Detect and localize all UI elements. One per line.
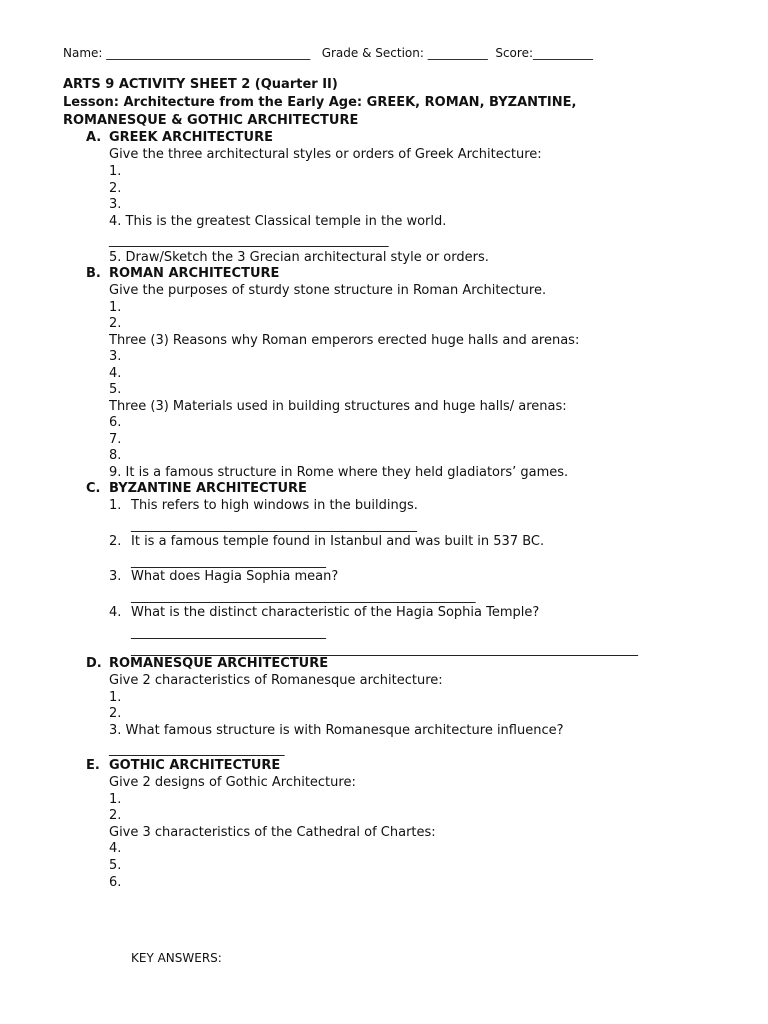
- section-c-question: This refers to high windows in the buildings.: [131, 498, 418, 513]
- section-d-title: ROMANESQUE ARCHITECTURE: [109, 656, 329, 671]
- section-a-question: 4. This is the greatest Classical temple in the world.: [109, 214, 447, 229]
- section-a-item: 2.: [109, 181, 122, 196]
- section-b-instruction: Give the purposes of sturdy stone structure in Roman Architecture.: [109, 283, 547, 298]
- section-b-item: 7.: [109, 432, 122, 447]
- section-c-item-number: 2.: [109, 534, 122, 549]
- sheet-title: ARTS 9 ACTIVITY SHEET 2 (Quarter II): [63, 77, 338, 92]
- section-e-item: 2.: [109, 808, 122, 823]
- section-c-question: It is a famous temple found in Istanbul and was built in 537 BC.: [131, 534, 545, 549]
- section-b-instruction: Three (3) Reasons why Roman emperors erected huge halls and arenas:: [109, 333, 580, 348]
- section-b-item: 3.: [109, 349, 122, 364]
- section-a-item: 3.: [109, 197, 122, 212]
- section-e-item: 6.: [109, 875, 122, 890]
- answer-blank: _____________________________________________________: [131, 589, 476, 604]
- answer-blank: ______________________________: [131, 554, 326, 569]
- section-b-title: ROMAN ARCHITECTURE: [109, 266, 280, 281]
- section-e-instruction: Give 2 designs of Gothic Architecture:: [109, 775, 356, 790]
- section-c-item-number: 1.: [109, 498, 122, 513]
- section-b-letter: B.: [86, 266, 101, 281]
- section-e-item: 5.: [109, 858, 122, 873]
- section-e-item: 4.: [109, 841, 122, 856]
- answer-blank: ____________________________________________: [131, 518, 417, 533]
- section-b-item: 5.: [109, 382, 122, 397]
- section-c-letter: C.: [86, 481, 101, 496]
- section-c-question: What does Hagia Sophia mean?: [131, 569, 339, 584]
- answer-blank: ___________________________: [109, 742, 285, 757]
- answer-blank-long: ______________________________________________________________________________: [131, 642, 638, 657]
- lesson-title-line1: Lesson: Architecture from the Early Age: GREEK, ROMAN, BYZANTINE,: [63, 95, 577, 110]
- section-a-instruction: Give the three architectural styles or orders of Greek Architecture:: [109, 147, 542, 162]
- section-e-item: 1.: [109, 792, 122, 807]
- section-b-question: 9. It is a famous structure in Rome where they held gladiators’ games.: [109, 465, 569, 480]
- section-a-title: GREEK ARCHITECTURE: [109, 130, 273, 145]
- section-d-item: 2.: [109, 706, 122, 721]
- section-c-question: What is the distinct characteristic of the Hagia Sophia Temple?: [131, 605, 540, 620]
- section-c-item-number: 4.: [109, 605, 122, 620]
- section-b-item: 2.: [109, 316, 122, 331]
- section-d-instruction: Give 2 characteristics of Romanesque architecture:: [109, 673, 443, 688]
- section-b-instruction: Three (3) Materials used in building structures and huge halls/ arenas:: [109, 399, 567, 414]
- key-answers-label: KEY ANSWERS:: [131, 951, 222, 965]
- section-e-instruction: Give 3 characteristics of the Cathedral of Chartes:: [109, 825, 436, 840]
- section-e-title: GOTHIC ARCHITECTURE: [109, 758, 281, 773]
- section-a-letter: A.: [86, 130, 102, 145]
- section-d-question: 3. What famous structure is with Romanesque architecture influence?: [109, 723, 564, 738]
- section-c-item-number: 3.: [109, 569, 122, 584]
- answer-blank: ___________________________________________: [109, 233, 389, 248]
- lesson-title-line2: ROMANESQUE & GOTHIC ARCHITECTURE: [63, 113, 359, 128]
- section-d-letter: D.: [86, 656, 102, 671]
- section-a-question: 5. Draw/Sketch the 3 Grecian architectural style or orders.: [109, 250, 489, 265]
- section-d-item: 1.: [109, 690, 122, 705]
- answer-blank: ______________________________: [131, 625, 326, 640]
- section-a-item: 1.: [109, 164, 122, 179]
- section-b-item: 8.: [109, 448, 122, 463]
- section-b-item: 1.: [109, 300, 122, 315]
- section-b-item: 6.: [109, 415, 122, 430]
- section-e-letter: E.: [86, 758, 100, 773]
- student-info-row: Name: __________________________________ Grade & Section: __________ Score:__________: [63, 46, 593, 60]
- section-c-title: BYZANTINE ARCHITECTURE: [109, 481, 307, 496]
- section-b-item: 4.: [109, 366, 122, 381]
